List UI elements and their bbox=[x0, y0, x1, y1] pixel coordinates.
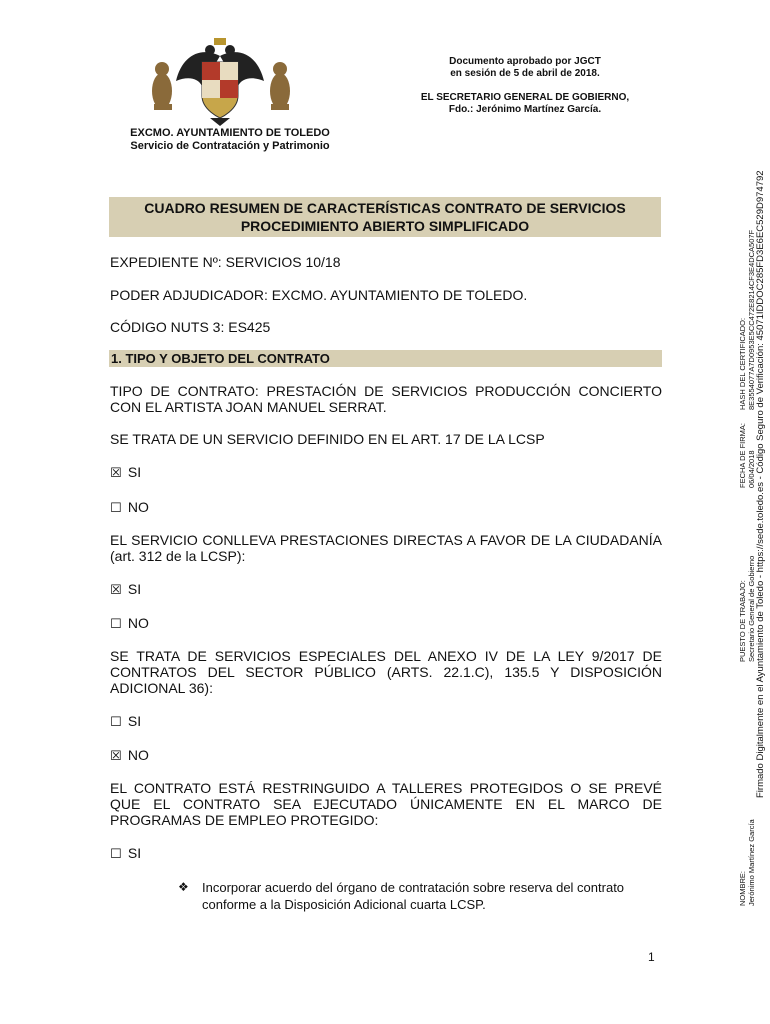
signature-puesto-label: PUESTO DE TRABAJO: bbox=[738, 580, 747, 662]
bullet-item bbox=[178, 879, 668, 913]
tipo-contrato-line: CON EL ARTISTA JOAN MANUEL SERRAT. bbox=[110, 399, 387, 415]
section-heading: 1. TIPO Y OBJETO DEL CONTRATO bbox=[109, 350, 662, 367]
title-line: PROCEDIMIENTO ABIERTO SIMPLIFICADO bbox=[240, 218, 530, 234]
organization-header bbox=[110, 127, 350, 153]
checkbox-unchecked-icon: ☐ bbox=[110, 846, 122, 861]
organization-department: Servicio de Contratación y Patrimonio bbox=[130, 140, 330, 152]
signature-nombre-value: Jerónimo Martínez García bbox=[747, 819, 756, 906]
digital-signature-text: Firmado Digitalmente en el Ayuntamiento de Toledo - https://sede.toledo.es - Código Seguro de Verificación: 45071IDDOC285FD3E6EC529D974792 bbox=[755, 170, 766, 798]
checkbox-checked-icon: ☒ bbox=[110, 465, 122, 480]
question-anexo-iv: SE TRATA DE SERVICIOS ESPECIALES DEL ANEXO IV DE LA LEY 9/2017 DE CONTRATOS DEL SECTOR PÚBLICO (ARTS. 22.1.C), 135.5 Y DISPOSICIÓN ADICIONAL 36): bbox=[110, 648, 662, 696]
signature-nombre-label: NOMBRE: bbox=[738, 870, 747, 906]
poder-adjudicador-field: PODER ADJUDICADOR: EXCMO. AYUNTAMIENTO DE TOLEDO. bbox=[110, 287, 528, 303]
signature-fecha-label: FECHA DE FIRMA: bbox=[738, 422, 747, 488]
option-si-unchecked bbox=[110, 713, 662, 730]
page-number: 1 bbox=[648, 950, 655, 964]
checkbox-checked-icon: ☒ bbox=[110, 582, 122, 597]
signature-puesto-value: Secretario General de Gobierno bbox=[747, 555, 756, 662]
checkbox-unchecked-icon: ☐ bbox=[110, 714, 122, 729]
option-label: NO bbox=[127, 499, 149, 515]
approval-line: Fdo.: Jerónimo Martínez García. bbox=[448, 104, 602, 115]
option-si-checked bbox=[110, 464, 662, 481]
signature-hash-value: 8E3554077A7D0953E5CC472E8214CF3E4DCA507F bbox=[747, 229, 756, 410]
signature-hash-label: HASH DEL CERTIFICADO: bbox=[738, 317, 747, 410]
document-title bbox=[109, 197, 661, 237]
diamond-bullet-icon: ❖ bbox=[178, 880, 189, 894]
option-label: NO bbox=[127, 747, 149, 763]
option-si-checked bbox=[110, 581, 662, 598]
tipo-contrato bbox=[110, 383, 662, 415]
checkbox-unchecked-icon: ☐ bbox=[110, 500, 122, 515]
checkbox-unchecked-icon: ☐ bbox=[110, 616, 122, 631]
approval-line: EL SECRETARIO GENERAL DE GOBIERNO, bbox=[420, 92, 630, 103]
option-no-checked bbox=[110, 747, 662, 764]
option-no-unchecked bbox=[110, 499, 662, 516]
option-label: SI bbox=[127, 581, 142, 597]
question-art17: SE TRATA DE UN SERVICIO DEFINIDO EN EL ART. 17 DE LA LCSP bbox=[110, 431, 545, 447]
organization-name: EXCMO. AYUNTAMIENTO DE TOLEDO bbox=[130, 127, 330, 139]
question-talleres-protegidos: EL CONTRATO ESTÁ RESTRINGUIDO A TALLERES PROTEGIDOS O SE PREVÉ QUE EL CONTRATO SEA EJECUTADO ÚNICAMENTE EN EL MARCO DE PROGRAMAS DE EMPLEO PROTEGIDO: bbox=[110, 780, 662, 828]
expediente-field: EXPEDIENTE Nº: SERVICIOS 10/18 bbox=[110, 254, 341, 270]
option-si-unchecked bbox=[110, 845, 662, 862]
option-label: SI bbox=[127, 713, 142, 729]
approval-line: en sesión de 5 de abril de 2018. bbox=[450, 68, 600, 79]
option-no-unchecked bbox=[110, 615, 662, 632]
approval-note bbox=[390, 56, 660, 116]
codigo-nuts-field: CÓDIGO NUTS 3: ES425 bbox=[110, 319, 271, 335]
option-label: NO bbox=[127, 615, 149, 631]
checkbox-checked-icon: ☒ bbox=[110, 748, 122, 763]
approval-line: Documento aprobado por JGCT bbox=[449, 56, 601, 67]
option-label: SI bbox=[127, 464, 142, 480]
bullet-text: Incorporar acuerdo del órgano de contratación sobre reserva del contrato conforme a la Disposición Adicional cuarta LCSP. bbox=[202, 880, 625, 912]
title-line: CUADRO RESUMEN DE CARACTERÍSTICAS CONTRATO DE SERVICIOS bbox=[144, 200, 626, 216]
option-label: SI bbox=[127, 845, 142, 861]
tipo-contrato-line: TIPO DE CONTRATO: PRESTACIÓN DE SERVICIOS PRODUCCIÓN CONCIERTO bbox=[110, 383, 662, 399]
coat-of-arms-logo bbox=[140, 36, 300, 126]
question-art312: EL SERVICIO CONLLEVA PRESTACIONES DIRECTAS A FAVOR DE LA CIUDADANÍA (art. 312 de la LCSP): bbox=[110, 532, 662, 564]
signature-fecha-value: 06/04/2018 bbox=[747, 450, 756, 488]
